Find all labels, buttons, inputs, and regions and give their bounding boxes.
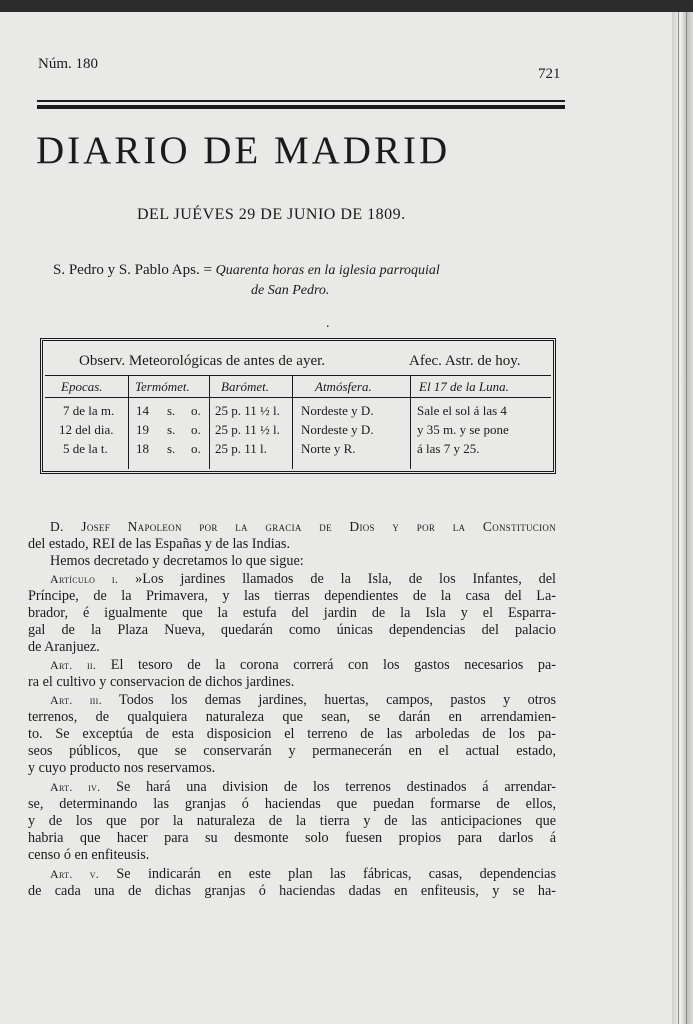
article-2-label: Art. ii. (50, 658, 97, 672)
article-1-label: Artículo i. (50, 572, 119, 586)
row2-o: o. (191, 422, 201, 437)
article-4-label: Art. iv. (50, 780, 101, 794)
row2-term: 19 (136, 422, 149, 437)
article-2-line (50, 657, 556, 674)
saints-main: S. Pedro y S. Pablo Aps. (53, 262, 200, 278)
row2-baro: 25 p. 11 ½ l. (215, 422, 280, 437)
page-edge-line (686, 12, 687, 1024)
row3-baro: 25 p. 11 l. (215, 441, 267, 456)
article-3-line: seos públicos, que se conservarán y permanecerán en el actual estado, (28, 743, 556, 759)
ornament-dot: . (326, 316, 330, 331)
article-3-text: Todos los demas jardines, huertas, campos, pastos y otros (119, 692, 556, 708)
table-col-rule (292, 375, 293, 469)
article-5-text: Se indicarán en este plan las fábricas, casas, dependencias (116, 866, 557, 882)
saints-of-day (53, 262, 440, 279)
col-luna: El 17 de la Luna. (419, 379, 509, 394)
col-epocas: Epocas. (61, 379, 103, 394)
page-edge-line (678, 12, 679, 1024)
row2-s: s. (167, 422, 176, 437)
astro-line-3: á las 7 y 25. (417, 441, 480, 456)
article-5-label: Art. v. (50, 867, 100, 881)
decree-intro-name: D. Josef Napoleon por la gracia de Dios y por la Constitucion (50, 519, 556, 534)
astro-title: Afec. Astr. de hoy. (409, 353, 521, 369)
table-col-rule (128, 375, 129, 469)
decree-line: del estado, REI de las Españas y de las Indias. (28, 536, 291, 552)
masthead-title: DIARIO DE MADRID (36, 129, 451, 172)
article-3-line: y cuyo producto nos reservamos. (28, 760, 216, 776)
article-4-line (50, 779, 556, 796)
page-edge (672, 12, 693, 1024)
row3-term: 18 (136, 441, 149, 456)
article-1-line: gal de la Plaza Nueva, quedarán como únicas dependencias del palacio (28, 622, 556, 638)
article-4-line: habria que hacer para su desmonte solo fuesen propios para darlos á (28, 830, 556, 846)
saints-separator: = (203, 262, 212, 278)
col-atmosfera: Atmósfera. (315, 379, 372, 394)
decree-intro (50, 519, 556, 536)
row3-s: s. (167, 441, 176, 456)
article-1-line: de Aranjuez. (28, 639, 100, 655)
row3-o: o. (191, 441, 201, 456)
meteo-title: Observ. Meteorológicas de antes de ayer. (79, 353, 326, 369)
table-col-rule (410, 375, 411, 469)
page-number: 721 (538, 66, 561, 82)
article-3-line: terrenos, de qualquiera naturaleza que sean, se darán en arrendamien- (28, 709, 556, 725)
decree-line: Hemos decretado y decretamos lo que sigue: (50, 553, 304, 569)
row1-o: o. (191, 403, 201, 418)
article-1-line (50, 571, 556, 588)
table-rule (45, 397, 551, 398)
table-col-rule (209, 375, 210, 469)
article-5-line: de cada una de dichas granjas ó haciendas dadas en enfiteusis, y se ha- (28, 883, 556, 899)
article-3-label: Art. iii. (50, 693, 102, 707)
article-1-line: brador, é igualmente que la estufa del jardin de la Isla y el Esparra- (28, 605, 556, 621)
row2-epoca: 12 del dia. (59, 422, 114, 437)
article-5-line (50, 866, 556, 883)
article-2-line: ra el cultivo y conservacion de dichos jardines. (28, 674, 295, 690)
article-4-text: Se hará una division de los terrenos destinados á arrendar- (116, 779, 557, 795)
article-1-text: »Los jardines llamados de la Isla, de los Infantes, del (135, 571, 556, 587)
row1-s: s. (167, 403, 176, 418)
article-2-text: El tesoro de la corona correrá con los gastos necesarios pa- (110, 657, 557, 673)
forty-hours-line-1: Quarenta horas en la iglesia parroquial (215, 263, 440, 278)
forty-hours-line-2-wrap (251, 282, 329, 299)
header-rule (37, 100, 565, 102)
meteo-table (40, 338, 556, 474)
row3-atm: Norte y R. (301, 441, 356, 456)
col-termometro: Termómet. (135, 379, 190, 394)
row1-epoca: 7 de la m. (63, 403, 115, 418)
table-rule (45, 375, 551, 376)
article-3-line: to. Se exceptúa de esta disposicion el terreno de las arboledas de los pa- (28, 726, 556, 742)
row1-baro: 25 p. 11 ½ l. (215, 403, 280, 418)
article-1-line: Príncipe, de la Primavera, y las tierras dependientes de la casa del La- (28, 588, 556, 604)
row1-term: 14 (136, 403, 149, 418)
issue-number: Núm. 180 (38, 56, 98, 72)
article-4-line: y de los que por la naturaleza de la tierra y de las anticipaciones que (28, 813, 556, 829)
row3-epoca: 5 de la t. (63, 441, 108, 456)
article-4-line: se, determinando las granjas ó haciendas que puedan formarse de ellos, (28, 796, 556, 812)
row1-atm: Nordeste y D. (301, 403, 374, 418)
row2-atm: Nordeste y D. (301, 422, 374, 437)
article-4-line: censo ó en enfiteusis. (28, 847, 150, 863)
astro-line-2: y 35 m. y se pone (417, 422, 509, 437)
forty-hours-line-2: de San Pedro. (251, 283, 330, 298)
header-rule (37, 105, 565, 109)
article-3-line (50, 692, 556, 709)
col-barometro: Barómet. (221, 379, 270, 394)
astro-line-1: Sale el sol á las 4 (417, 403, 507, 418)
issue-date: DEL JUÉVES 29 DE JUNIO DE 1809. (137, 206, 406, 223)
